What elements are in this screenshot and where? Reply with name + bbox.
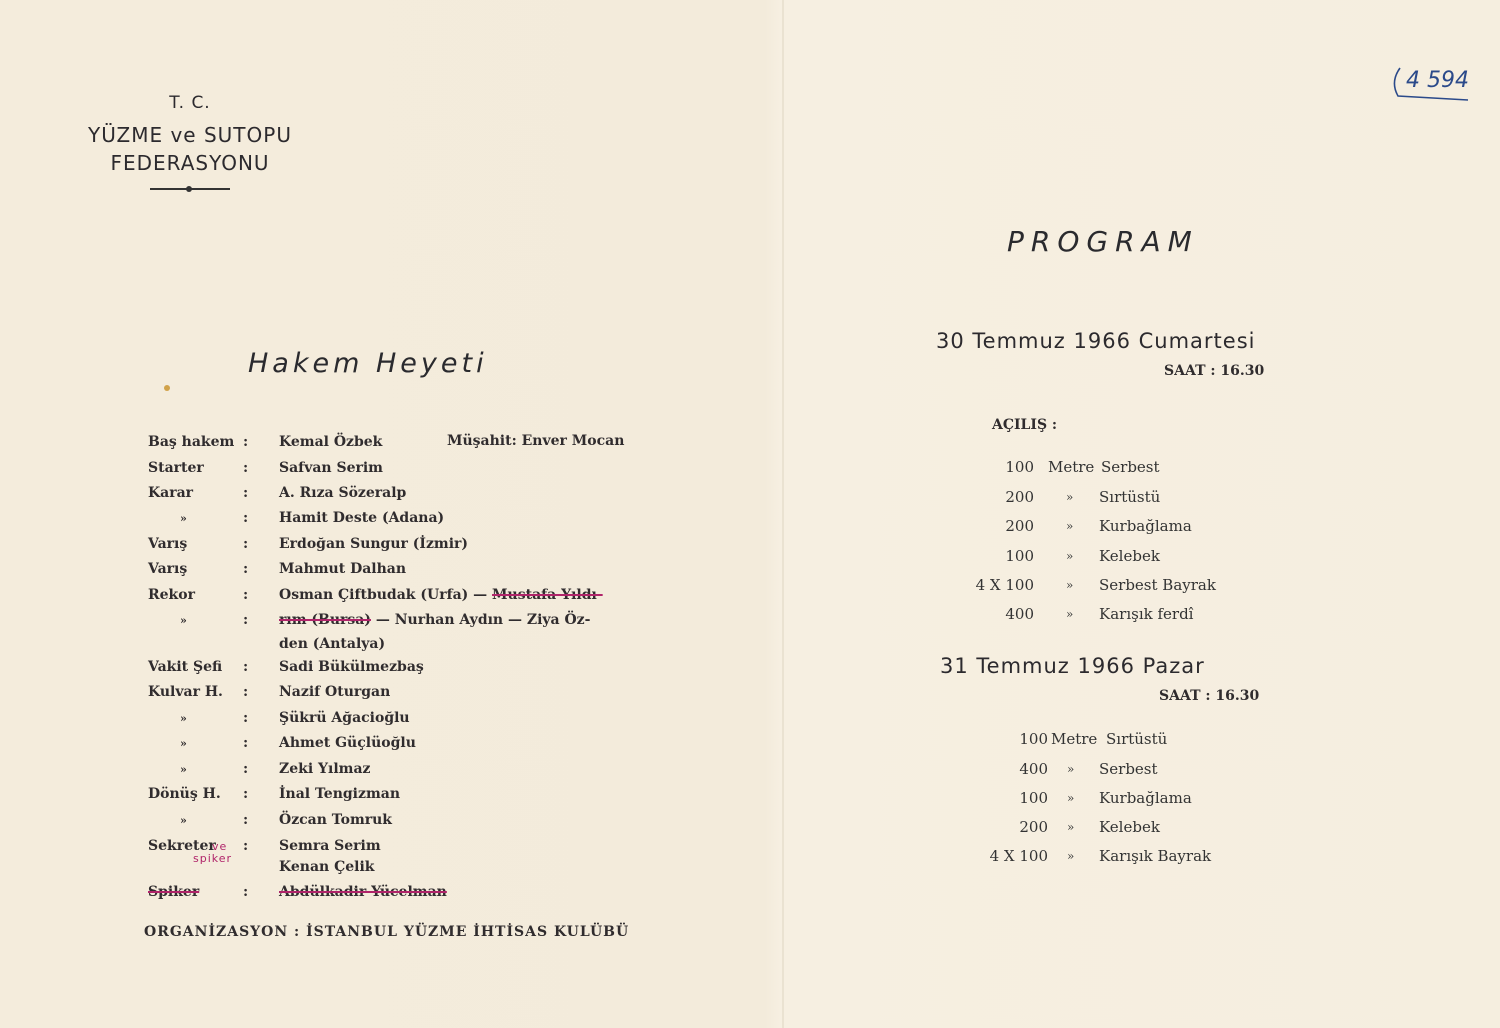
event-distance: 100 (1019, 789, 1048, 807)
referee-name: Kemal Özbek (279, 434, 383, 450)
referee-name: Erdoğan Sungur (İzmir) (279, 536, 469, 552)
event-stroke: Serbest Bayrak (1099, 576, 1216, 594)
archive-stamp (1392, 66, 1470, 106)
event-stroke: Kurbağlama (1099, 517, 1192, 535)
event-stroke: Kelebek (1099, 547, 1160, 565)
referee-heading: Hakem Heyeti (248, 348, 488, 379)
program-title: PROGRAM (1007, 225, 1199, 258)
event-stroke: Sırtüstü (1099, 488, 1161, 506)
referee-colon: : (243, 735, 249, 751)
referee-name-line (279, 612, 590, 628)
referee-name-continued: den (Antalya) (279, 636, 386, 652)
referee-role: Rekor (148, 587, 195, 603)
event-unit: Metre (1048, 458, 1095, 476)
referee-colon: : (243, 812, 249, 828)
referee-role: Starter (148, 460, 204, 476)
event-distance: 400 (1019, 760, 1048, 778)
day1-time: SAAT : 16.30 (1164, 363, 1265, 379)
referee-role: » (180, 737, 187, 750)
referee-name: Mahmut Dalhan (279, 561, 407, 577)
referee-name-line (279, 434, 382, 450)
referee-role: Varış (148, 536, 188, 552)
referee-role: Karar (148, 485, 194, 501)
referee-colon: : (243, 710, 249, 726)
event-stroke: Karışık ferdî (1099, 605, 1194, 623)
referee-role: Kulvar H. (148, 684, 223, 700)
org-line3: FEDERASYONU (110, 151, 270, 175)
event-distance: 400 (1005, 605, 1034, 623)
referee-name-line (279, 659, 424, 675)
org-divider (150, 188, 230, 190)
referee-name-line (279, 460, 383, 476)
event-unit: Metre (1051, 730, 1098, 748)
referee-name-line (279, 510, 444, 526)
referee-name: — Nurhan Aydın — Ziya Öz- (375, 612, 591, 628)
event-unit: » (1067, 791, 1075, 805)
referee-name: A. Rıza Sözeralp (279, 485, 407, 501)
observer-label: Müşahit: Enver Mocan (447, 433, 625, 449)
event-unit: » (1066, 519, 1074, 533)
referee-name-line (279, 786, 400, 802)
event-distance: 100 (1005, 458, 1034, 476)
organization-line: ORGANİZASYON : İSTANBUL YÜZME İHTİSAS KULÜBÜ (144, 924, 630, 940)
event-stroke: Serbest (1099, 760, 1158, 778)
struck-name: Mustafa Yıldı- (492, 587, 603, 603)
event-stroke: Kelebek (1099, 818, 1160, 836)
event-unit: » (1066, 607, 1074, 621)
referee-colon: : (243, 786, 249, 802)
referee-colon: : (243, 838, 249, 854)
event-distance: 100 (1005, 547, 1034, 565)
event-unit: » (1067, 849, 1075, 863)
referee-colon: : (243, 561, 249, 577)
referee-colon: : (243, 460, 249, 476)
event-unit: » (1067, 820, 1075, 834)
referee-name: Hamit Deste (Adana) (279, 510, 445, 526)
event-unit: » (1066, 490, 1074, 504)
org-line1: T. C. (169, 93, 211, 113)
referee-name: Osman Çiftbudak (Urfa) — (279, 587, 488, 603)
referee-role: » (180, 512, 187, 525)
day2-date: 31 Temmuz 1966 Pazar (940, 654, 1205, 678)
referee-name: Nazif Oturgan (279, 684, 391, 700)
event-unit: » (1066, 578, 1074, 592)
referee-name-line (279, 684, 390, 700)
event-unit: » (1067, 762, 1075, 776)
referee-name-line (279, 587, 603, 603)
referee-name: Sadi Bükülmezbaş (279, 659, 424, 675)
referee-colon: : (243, 510, 249, 526)
event-stroke: Karışık Bayrak (1099, 847, 1212, 865)
event-distance: 200 (1019, 818, 1048, 836)
referee-colon: : (243, 434, 249, 450)
event-stroke: Sırtüstü (1106, 730, 1168, 748)
referee-name-line (279, 485, 406, 501)
org-line2: YÜZME ve SUTOPU (88, 123, 292, 147)
referee-colon: : (243, 884, 249, 900)
opening-label: AÇILIŞ : (992, 417, 1058, 433)
referee-role: » (180, 814, 187, 827)
referee-name: Safvan Serim (279, 460, 383, 476)
referee-colon: : (243, 587, 249, 603)
referee-name-line (279, 561, 406, 577)
event-stroke: Kurbağlama (1099, 789, 1192, 807)
referee-role: » (180, 712, 187, 725)
referee-colon: : (243, 485, 249, 501)
handwritten-note: spiker (193, 852, 233, 865)
referee-name: Özcan Tomruk (279, 812, 393, 828)
event-distance: 4 X 100 (989, 847, 1048, 865)
referee-role: Dönüş H. (148, 786, 221, 802)
referee-colon: : (243, 536, 249, 552)
referee-name-line (279, 710, 410, 726)
referee-name-continued: Kenan Çelik (279, 859, 375, 875)
struck-name: rım (Bursa) (279, 612, 371, 628)
event-distance: 4 X 100 (975, 576, 1034, 594)
referee-colon: : (243, 659, 249, 675)
referee-name: Şükrü Ağacioğlu (279, 710, 410, 726)
day1-date: 30 Temmuz 1966 Cumartesi (936, 329, 1256, 353)
referee-role: Spiker (148, 884, 200, 900)
referee-name-line (279, 735, 416, 751)
referee-role: Vakit Şefi (148, 659, 223, 675)
event-unit: » (1066, 549, 1074, 563)
referee-name: İnal Tengizman (279, 786, 401, 802)
day2-time: SAAT : 16.30 (1159, 688, 1260, 704)
referee-role: » (180, 763, 187, 776)
referee-name-line (279, 884, 447, 900)
event-stroke: Serbest (1101, 458, 1160, 476)
referee-name: Abdülkadir Yücelman (279, 884, 447, 900)
referee-name-line (279, 536, 468, 552)
referee-colon: : (243, 684, 249, 700)
referee-role: » (180, 614, 187, 627)
handwritten-note: ve (212, 840, 228, 853)
referee-name-line (279, 761, 371, 777)
page-fold (782, 0, 784, 1028)
referee-name: Ahmet Güçlüoğlu (279, 735, 416, 751)
referee-name-line (279, 812, 392, 828)
referee-role: Varış (148, 561, 188, 577)
referee-colon: : (243, 761, 249, 777)
event-distance: 100 (1019, 730, 1048, 748)
referee-role: Sekreter (148, 838, 216, 854)
referee-name-line (279, 838, 381, 854)
referee-name: Semra Serim (279, 838, 381, 854)
event-distance: 200 (1005, 517, 1034, 535)
referee-name: Zeki Yılmaz (279, 761, 371, 777)
dot-mark (164, 385, 170, 391)
event-distance: 200 (1005, 488, 1034, 506)
referee-colon: : (243, 612, 249, 628)
referee-role: Baş hakem (148, 434, 235, 450)
stamp-number: 4 594 (1406, 68, 1469, 93)
